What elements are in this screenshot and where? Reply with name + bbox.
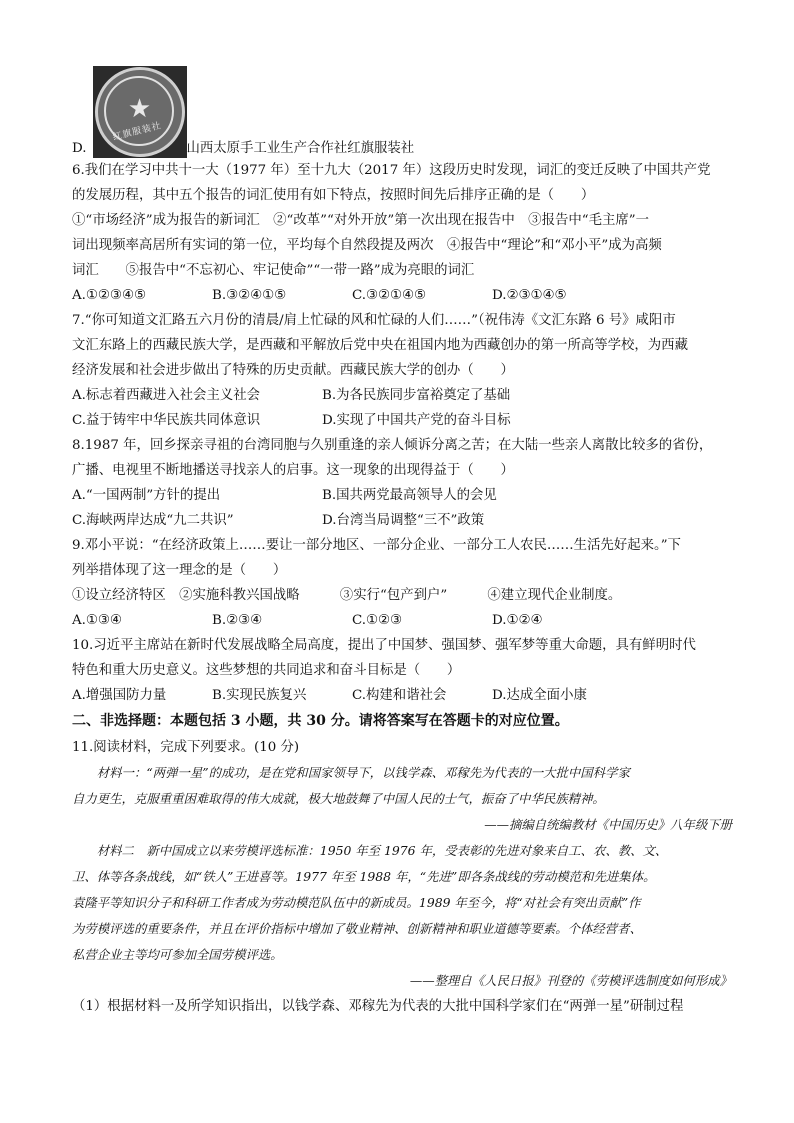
q9-line: 9.邓小平说：“在经济政策上……要让一部分地区、一部分企业、一部分工人农民……生活先好起来。”下 [72, 538, 681, 553]
seal-caption: 山西太原手工业生产合作社红旗服装社 [186, 141, 415, 156]
material-2-line: 袁隆平等知识分子和科研工作者成为劳动模范队伍中的新成员。1989 年至今，将“对社会有突出贡献”作 [72, 895, 641, 910]
q6-option-b: B.③②④①⑤ [212, 288, 287, 303]
q7-options-row1 [72, 383, 732, 408]
q10-options [72, 683, 732, 708]
q5-option-d [72, 62, 732, 158]
q9-option-a: A.①③④ [72, 613, 122, 628]
q6-option-d: D.②③①④⑤ [492, 288, 567, 303]
material-2-line: 私营企业主等均可参加全国劳模评选。 [72, 947, 283, 962]
q6-options [72, 283, 732, 308]
q6-line: 词汇 ⑤报告中“不忘初心、牢记使命”“一带一路”成为亮眼的词汇 [72, 263, 475, 278]
q8-option-b: B.国共两党最高领导人的会见 [322, 488, 497, 503]
q7-line: 7.“你可知道文汇路五六月份的清晨/肩上忙碌的风和忙碌的人们……”（祝伟涛《文汇东路 6 号》咸阳市 [72, 313, 676, 328]
q10-option-b: B.实现民族复兴 [212, 688, 307, 703]
option-letter: D. [72, 141, 87, 156]
question-10 [72, 633, 732, 708]
q7-option-d: D.实现了中国共产党的奋斗目标 [322, 413, 511, 428]
q8-option-d: D.台湾当局调整“三不”政策 [322, 513, 485, 528]
material-2-line: 卫、体等各条战线，如“铁人”王进喜等。1977 年至 1988 年，“先进”即各条战线的劳动模范和先进集体。 [72, 869, 656, 884]
q7-options-row2 [72, 408, 732, 433]
exam-page [72, 62, 732, 1019]
q7-line: 经济发展和社会进步做出了特殊的历史贡献。西藏民族大学的创办（ ） [72, 363, 514, 378]
question-9 [72, 533, 732, 633]
q7-line: 文汇东路上的西藏民族大学，是西藏和平解放后党中央在祖国内地为西藏创办的第一所高等学校，为西藏 [72, 338, 688, 353]
material-2-line: 为劳模评选的重要条件，并且在评价指标中增加了敬业精神、创新精神和职业道德等要素。个体经营者、 [72, 921, 642, 936]
star-icon: ★ [127, 94, 152, 124]
q6-line: 6.我们在学习中共十一大（1977 年）至十九大（2017 年）这段历史时发现，词汇的变迁反映了中国共产党 [72, 163, 711, 178]
q6-option-c: C.③②①④⑤ [352, 288, 427, 303]
q10-option-d: D.达成全面小康 [492, 688, 587, 703]
q8-option-a: A.“一国两制”方针的提出 [72, 488, 221, 503]
q8-option-c: C.海峡两岸达成“九二共识” [72, 513, 234, 528]
q10-line: 特色和重大历史意义。这些梦想的共同追求和奋斗目标是（ ） [72, 663, 461, 678]
question-8 [72, 433, 732, 533]
q7-option-a: A.标志着西藏进入社会主义社会 [72, 388, 261, 403]
q9-line: 列举措体现了这一理念的是（ ） [72, 563, 287, 578]
q8-options-row1 [72, 483, 732, 508]
q9-line: ①设立经济特区 ②实施科教兴国战略 ③实行“包产到户” ④建立现代企业制度。 [72, 588, 622, 603]
material-2-line: 材料二 新中国成立以来劳模评选标准：1950 年至 1976 年，受表彰的先进对象来自工、农、教、文、 [72, 843, 668, 858]
material-2-source: ——整理自《人民日报》刊登的《劳模评选制度如何形成》 [409, 973, 732, 988]
q8-line: 广播、电视里不断地播送寻找亲人的启事。这一现象的出现得益于（ ） [72, 463, 514, 478]
question-7 [72, 308, 732, 433]
section-title: 二、非选择题：本题包括 3 小题，共 30 分。请将答案写在答题卡的对应位置。 [72, 713, 569, 729]
q8-options-row2 [72, 508, 732, 533]
q6-line: 的发展历程，其中五个报告的词汇使用有如下特点，按照时间先后排序正确的是（ ） [72, 188, 595, 203]
q7-option-b: B.为各民族同步富裕奠定了基础 [322, 388, 511, 403]
q9-option-c: C.①②③ [352, 613, 403, 628]
q11-stem: 11.阅读材料，完成下列要求。(10 分) [72, 740, 300, 755]
q6-line: 词出现频率高居所有实词的第一位，平均每个自然段提及两次 ④报告中“理论”和“邓小平”成为高频 [72, 238, 662, 253]
material-1-line: 自力更生，克服重重困难取得的伟大成就，极大地鼓舞了中国人民的士气，振奋了中华民族精神。 [72, 791, 605, 806]
q7-option-c: C.益于铸牢中华民族共同体意识 [72, 413, 261, 428]
q6-line: ①“市场经济”成为报告的新词汇 ②“改革”“对外开放”第一次出现在报告中 ③报告中“毛主席”一 [72, 213, 649, 228]
q9-options [72, 608, 732, 633]
q9-option-d: D.①②④ [492, 613, 543, 628]
q11-subquestion-1: （1）根据材料一及所学知识指出，以钱学森、邓稼先为代表的大批中国科学家们在“两弹一星”研制过程 [72, 999, 684, 1014]
q6-option-a: A.①②③④⑤ [72, 288, 146, 303]
seal-image [93, 66, 187, 158]
question-6 [72, 158, 732, 308]
q8-line: 8.1987 年，回乡探亲寻祖的台湾同胞与久别重逢的亲人倾诉分离之苦；在大陆一些亲人离散比较多的省份， [72, 438, 713, 453]
q10-option-a: A.增强国防力量 [72, 688, 167, 703]
q10-line: 10.习近平主席站在新时代发展战略全局高度，提出了中国梦、强国梦、强军梦等重大命题，具有鲜明时代 [72, 638, 696, 653]
material-1-line: 材料一：“两弹一星”的成功，是在党和国家领导下，以钱学森、邓稼先为代表的一大批中国科学家 [72, 765, 630, 780]
q9-option-b: B.②③④ [212, 613, 263, 628]
seal-text: 红旗服装社 [111, 121, 163, 143]
question-11 [72, 735, 732, 1019]
seal-emblem [95, 67, 185, 157]
q10-option-c: C.构建和谐社会 [352, 688, 447, 703]
material-1-source: ——摘编自统编教材《中国历史》八年级下册 [484, 817, 732, 832]
